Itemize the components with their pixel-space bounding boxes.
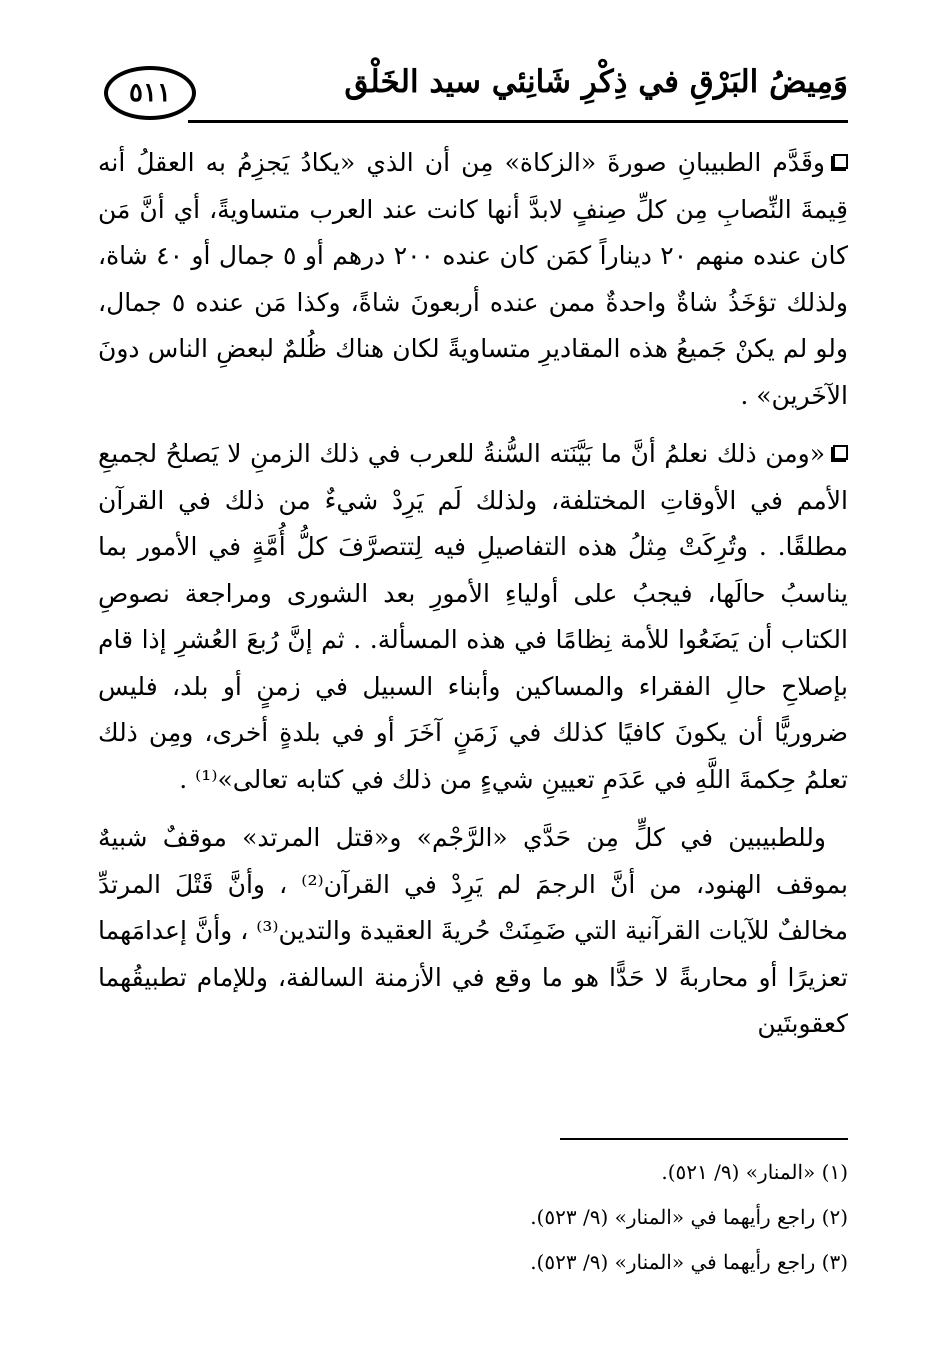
footnotes [148,1150,848,1285]
footnote-separator [560,1138,848,1140]
page-number: ٥١١ [104,66,196,120]
header-rule [188,120,848,123]
paragraph-text: وقَدَّم الطبيبانِ صورةَ «الزكاة» مِن أن الذي «يكادُ يَجزِمُ به العقلُ أنه قِيمةَ النِّصابِ مِن كلِّ صِنفٍ لابدَّ أنها كانت عند العرب متساويةً، أي أنَّ مَن كان عنده منهم ٢٠ ديناراً كمَن كان عنده ٢٠٠ درهم أو ٥ جمال أو ٤٠ شاة، ولذلك تؤخَذُ شاةٌ واحدةٌ ممن عنده أربعونَ شاةً، وكذا مَن عنده ٥ جمال، ولو لم يكنْ جَميعُ هذه المقاديرِ متساويةً لكان هناك ظُلمٌ لبعضِ الناس دونَ الآخَرين» . [98,148,849,410]
square-bullet-icon [833,445,848,460]
main-text [98,140,848,1060]
paragraph-text: «ومن ذلك نعلمُ أنَّ ما بَيَّنَته السُّنةُ للعرب في ذلك الزمنِ لا يَصلحُ لجميعِ الأمم في الأوقاتِ المختلفة، ولذلك لَم يَرِدْ شيءٌ من ذلك في القرآن مطلقًا. . وتُرِكَتْ مِثلُ هذه التفاصيلِ فيه لِتتصرَّفَ كلُّ أُمَّةٍ في الأمور بما يناسبُ حالَها، فيجبُ على أولياءِ الأمورِ بعد الشورى ومراجعة نصوصِ الكتاب أن يَضَعُوا للأمة نِظامًا في هذه المسألة. . ثم إنَّ رُبعَ العُشرِ إذا قام بإصلاحِ حالِ الفقراء والمساكين وأبناء السبيل في زمنٍ أو بلد، فليس ضروريًّا أن يكونَ كافيًا كذلك في زَمَنٍ آخَرَ أو في بلدةٍ أخرى، ومِن ذلك تعلمُ حِكمةَ اللَّهِ في عَدَمِ تعيينِ شيءٍ من ذلك في كتابه تعالى»⁽¹⁾ . [98,439,848,794]
running-title: وَمِيضُ البَرْقِ في ذِكْرِ شَانِئي سيد الخَلْق [344,64,848,100]
page-header [100,62,848,132]
footnote-2: (٢) راجع رأيهما في «المنار» (٩/ ٥٢٣). [530,1205,848,1229]
square-bullet-icon [833,154,848,169]
footnote-1: (١) «المنار» (٩/ ٥٢١). [661,1160,848,1184]
paragraph-text: وللطبيبين في كلٍّ مِن حَدَّي «الرَّجْم» و«قتل المرتد» موقفٌ شبيهٌ بموقف الهنود، من أنَّ الرجمَ لم يَرِدْ في القرآن⁽²⁾ ، وأنَّ قَتْلَ المرتدِّ مخالفٌ للآيات القرآنية التي ضَمِنَتْ حُريةَ العقيدة والتدين⁽³⁾ ، وأنَّ إعدامَهما تعزيرًا أو محاربةً لا حَدًّا هو ما وقع في الأزمنة السالفة، وللإمام تطبيقُهما كعقوبتَين [98,823,849,1038]
paragraph-zakat [98,140,848,419]
footnote-3: (٣) راجع رأيهما في «المنار» (٩/ ٥٢٣). [530,1250,848,1274]
paragraph-hudud [98,815,848,1048]
paragraph-sunna [98,431,848,803]
